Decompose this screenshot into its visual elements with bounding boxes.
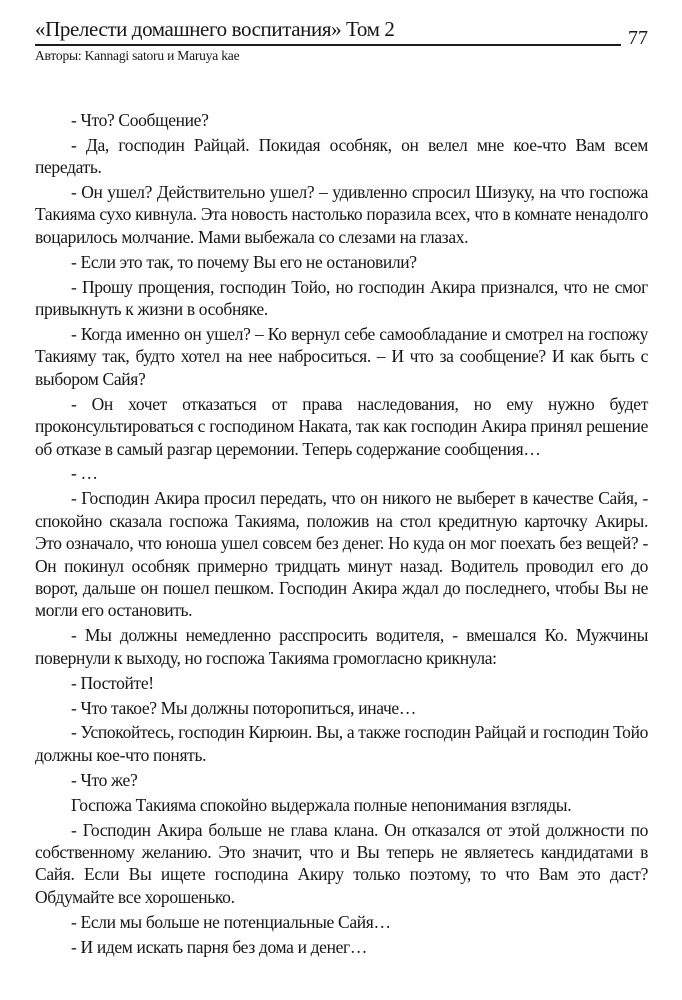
paragraph: - Что? Сообщение? — [71, 109, 209, 130]
paragraph: - Успокойтесь, господин Кирюин. Вы, а также господин Райцай и господин Тойо должны кое-что понять. — [35, 722, 648, 765]
header-row — [35, 19, 648, 49]
page-header — [35, 19, 648, 64]
page-number: 77 — [628, 27, 648, 49]
paragraph: - Господин Акира больше не глава клана. Он отказался от этой должности по собственному желанию. Это значит, что и Вы теперь не являетесь кандидатами в Сайя. Если Вы ищете господина Акиру только поэтому, то что Вам это даст? Обдумайте все хорошенько. — [35, 819, 648, 907]
paragraph: - Мы должны немедленно расспросить водителя, - вмешался Ко. Мужчины повернули к выходу, но госпожа Такияма громогласно крикнула: — [35, 625, 648, 668]
authors-line: Авторы: Kannagi satoru и Maruya kae — [35, 48, 240, 63]
paragraph: - Он хочет отказаться от права наследования, но ему нужно будет проконсультироваться с господином Наката, так как господин Акира принял решение об отказе в самый разгар церемонии. Теперь содержание сообщения… — [35, 393, 648, 459]
paragraph: - Да, господин Райцай. Покидая особняк, он велел мне кое-что Вам всем передать. — [35, 134, 648, 178]
paragraph: - Постойте! — [71, 672, 154, 693]
paragraph: - И идем искать парня без дома и денег… — [71, 936, 367, 957]
paragraph: - Если это так, то почему Вы его не остановили? — [71, 251, 417, 272]
paragraph: - Прошу прощения, господин Тойо, но господин Акира признался, что не смог привыкнуть к жизни в особняке. — [35, 276, 648, 320]
paragraph: - Он ушел? Действительно ушел? – удивленно спросил Шизуку, на что госпожа Такияма сухо кивнула. Эта новость настолько поразила всех, что в комнате ненадолго воцарилось молчание. Мами выбежала со слезами на глазах. — [35, 182, 648, 247]
paragraph: - Что же? — [71, 769, 138, 790]
paragraph: - … — [71, 463, 98, 484]
paragraph: Госпожа Такияма спокойно выдержала полные непонимания взгляды. — [71, 794, 572, 815]
paragraph: - Господин Акира просил передать, что он никого не выберет в качестве Сайя, - спокойно сказала госпожа Такияма, положив на стол кредитную карточку Акиры. Это означало, что юноша ушел совсем без денег. Но куда он мог поехать без вещей? - Он покинул особняк примерно тридцать минут назад. Водитель проводил его до ворот, дальше он пошел пешком. Господин Акира ждал до последнего, чтобы Вы не могли его остановить. — [35, 488, 648, 621]
title-underline — [35, 19, 621, 46]
page-body — [35, 109, 648, 958]
paragraph: - Если мы больше не потенциальные Сайя… — [71, 911, 391, 932]
paragraph: - Когда именно он ушел? – Ко вернул себе самообладание и смотрел на госпожу Такияму так, будто хотел на нее наброситься. – И что за сообщение? И как быть с выбором Сайя? — [35, 324, 648, 389]
book-title: «Прелести домашнего воспитания» Том 2 — [35, 19, 395, 41]
paragraph: - Что такое? Мы должны поторопиться, иначе… — [71, 697, 416, 718]
